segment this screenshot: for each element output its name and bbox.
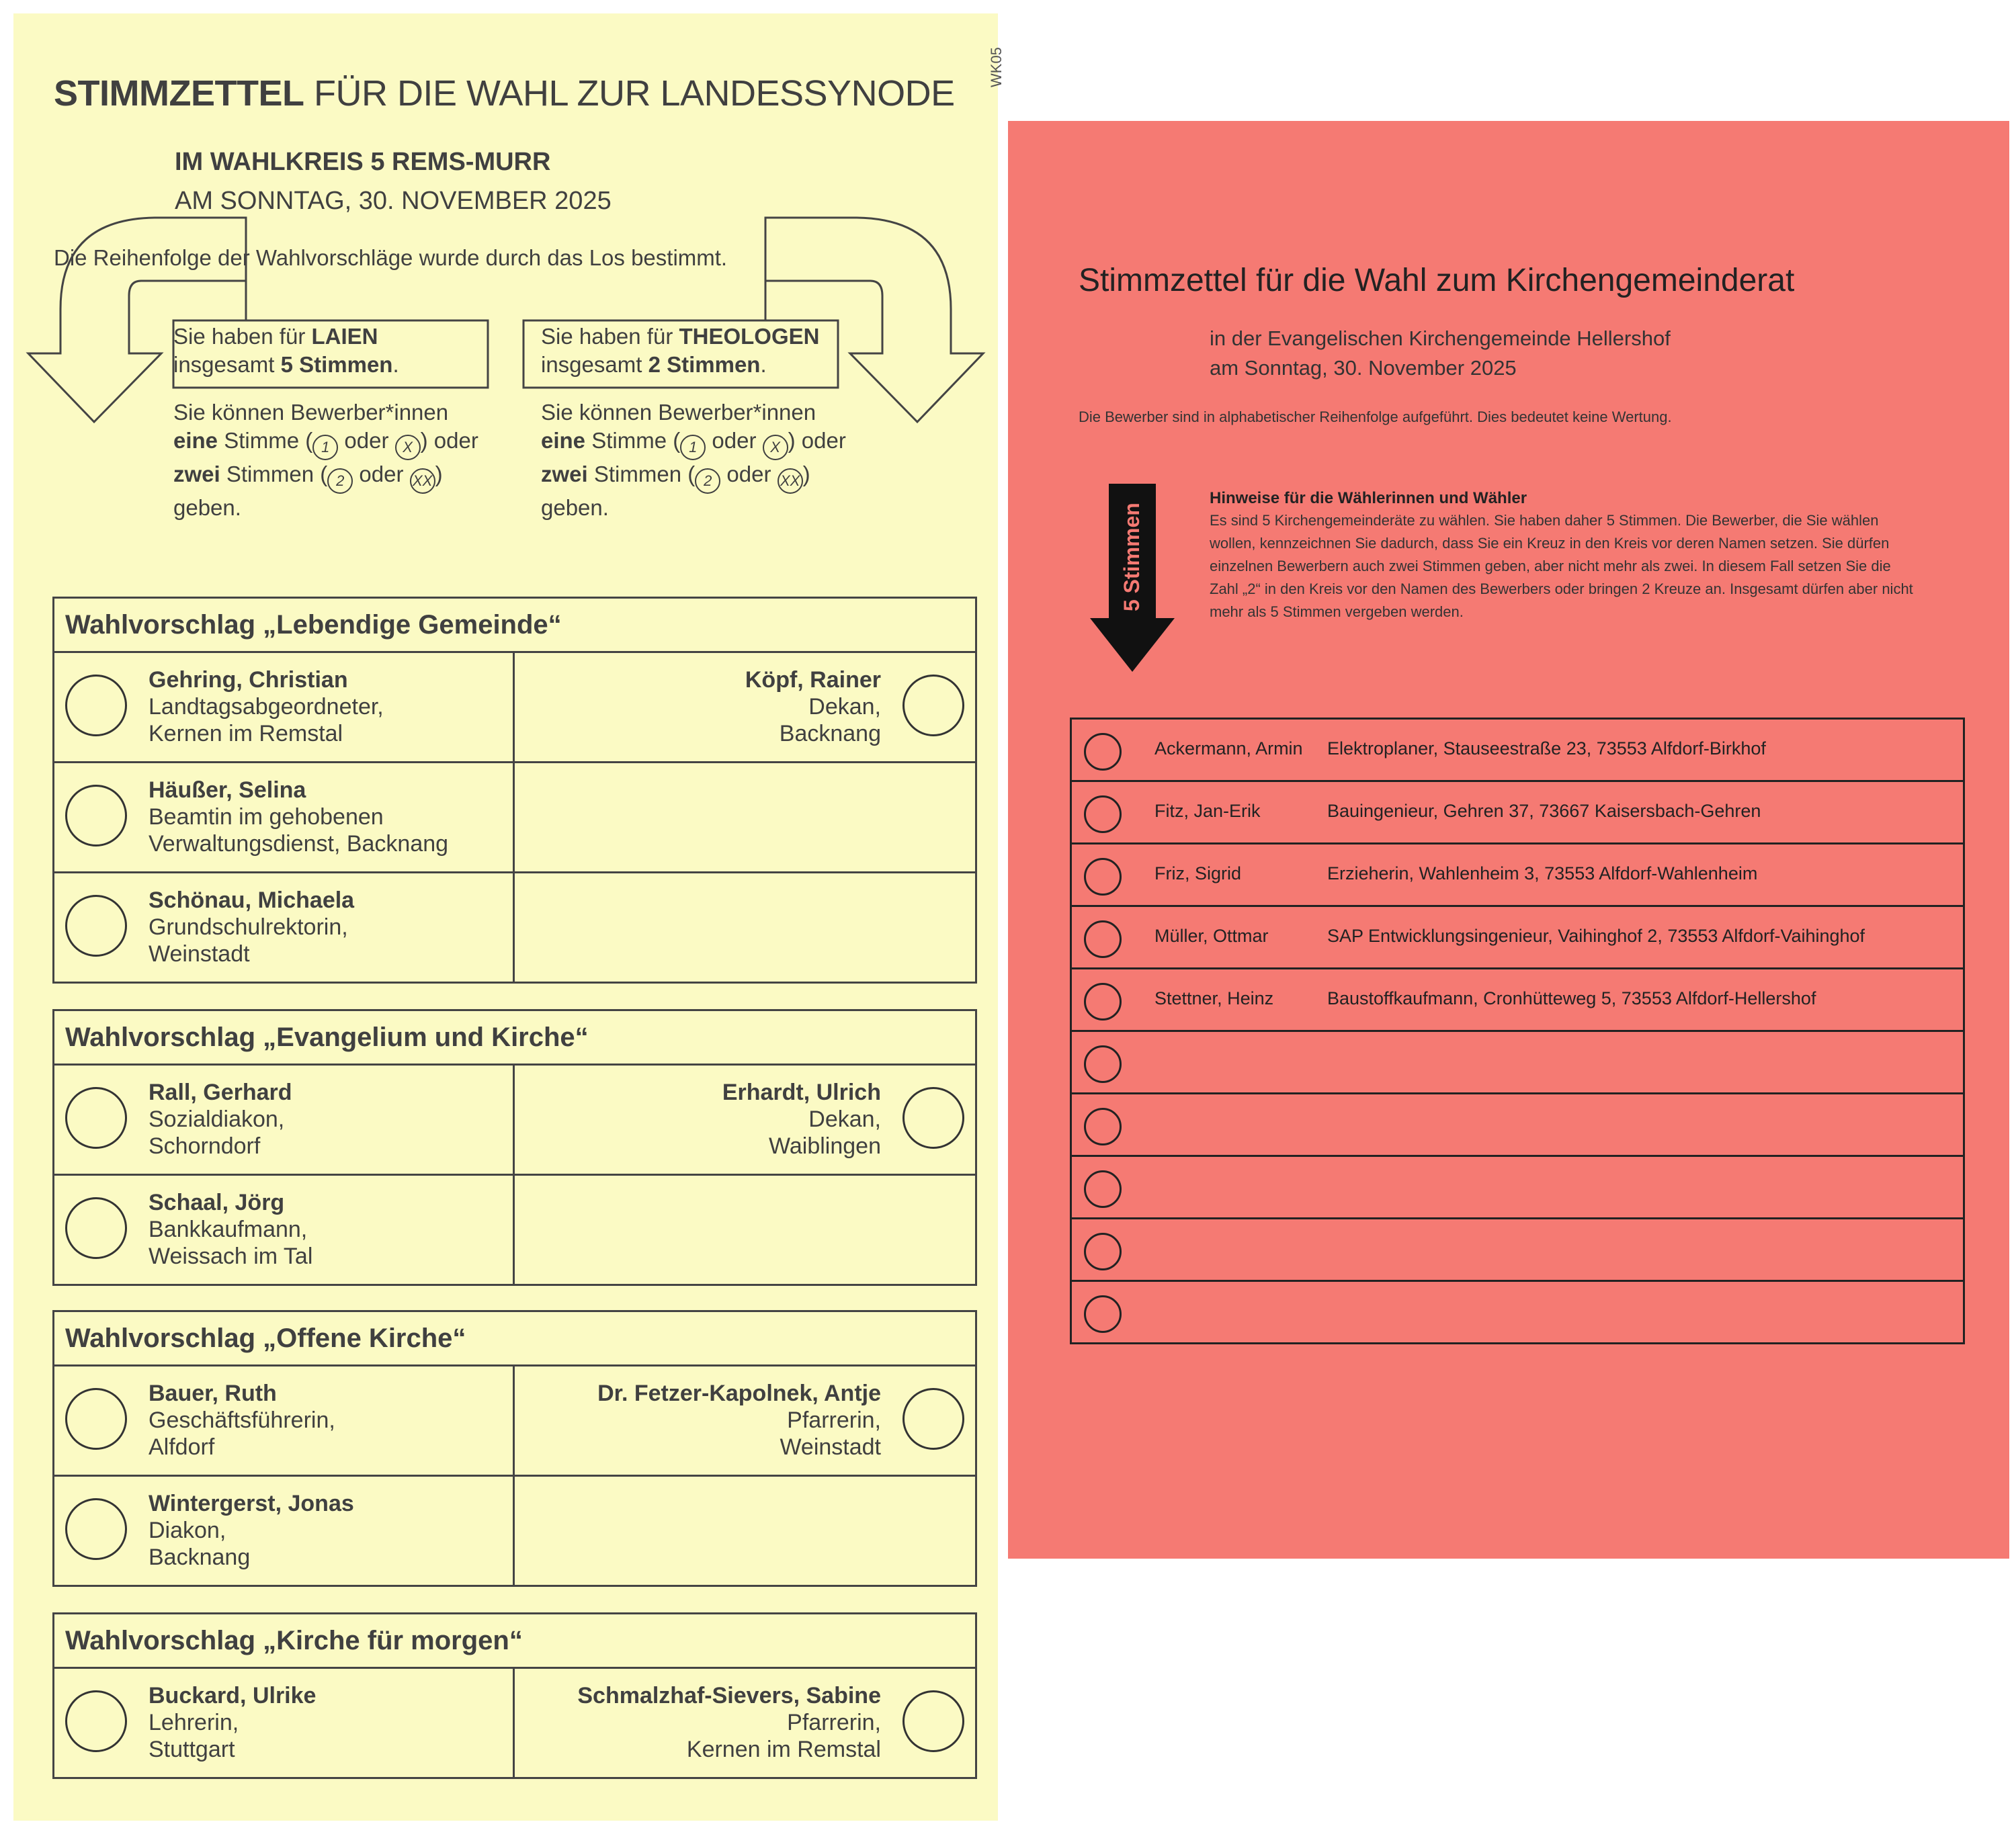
proposal-group xyxy=(52,1612,977,1779)
candidate-row xyxy=(54,1066,975,1176)
laien-candidate xyxy=(54,1066,515,1174)
candidate-name: Dr. Fetzer-Kapolnek, Antje xyxy=(597,1381,881,1406)
vote-circle[interactable] xyxy=(1084,1045,1122,1083)
candidate-description: Elektroplaner, Stauseestraße 23, 73553 Alfdorf-Birkhof xyxy=(1327,738,1766,758)
election-date: am Sonntag, 30. November 2025 xyxy=(1210,356,1517,380)
candidate-occupation: Pfarrerin, xyxy=(787,1710,881,1735)
vote-circle[interactable] xyxy=(65,785,127,847)
vote-circle[interactable] xyxy=(1084,1295,1122,1333)
table-row xyxy=(1072,782,1963,844)
theologen-candidate xyxy=(515,1477,975,1585)
candidate-info xyxy=(149,1189,312,1270)
candidate-name: Müller, Ottmar xyxy=(1154,926,1269,946)
candidate-name: Häußer, Selina xyxy=(149,777,306,803)
candidate-name: Ackermann, Armin xyxy=(1154,738,1303,758)
vote-circle[interactable] xyxy=(1084,795,1122,833)
theologen-candidate xyxy=(515,763,975,871)
laien-candidate xyxy=(54,653,515,761)
candidate-info xyxy=(149,777,448,857)
candidate-row xyxy=(54,1366,975,1477)
order-note: Die Bewerber sind in alphabetischer Reihenfolge aufgeführt. Dies bedeutet keine Wertung. xyxy=(1079,408,1672,425)
vote-circle[interactable] xyxy=(65,1388,127,1450)
table-row xyxy=(1072,1094,1963,1157)
mark-two-icon: 2 xyxy=(695,468,720,494)
candidate-table xyxy=(1070,718,1965,1344)
proposal-title: Wahlvorschlag „Offene Kirche“ xyxy=(54,1312,975,1366)
laien-candidate xyxy=(54,1176,515,1284)
candidate-description: Erzieherin, Wahlenheim 3, 73553 Alfdorf-Wahlenheim xyxy=(1327,863,1758,883)
theologen-info: Sie haben für THEOLOGEN insgesamt 2 Stimmen. xyxy=(541,324,820,377)
theologen-candidate xyxy=(515,873,975,982)
vote-circle[interactable] xyxy=(1084,983,1122,1021)
down-arrow-icon xyxy=(1089,484,1176,672)
candidate-info xyxy=(577,1682,881,1763)
candidate-info xyxy=(149,887,354,967)
candidate-location: Kernen im Remstal xyxy=(686,1737,881,1762)
candidate-row xyxy=(54,763,975,873)
vote-circle[interactable] xyxy=(1084,1170,1122,1208)
order-note: Die Reihenfolge der Wahlvorschläge wurde durch das Los bestimmt. xyxy=(54,245,728,270)
vote-circle[interactable] xyxy=(65,1197,127,1259)
proposal-title: Wahlvorschlag „Lebendige Gemeinde“ xyxy=(54,599,975,653)
candidate-location: Waiblingen xyxy=(769,1133,881,1159)
vote-circle[interactable] xyxy=(1084,1108,1122,1145)
kirchengemeinderat-ballot xyxy=(1008,121,2009,1559)
ballot-code: WK05 xyxy=(988,47,1005,87)
mark-one-icon: 1 xyxy=(680,435,706,460)
vote-circle[interactable] xyxy=(902,1690,964,1752)
candidate-info xyxy=(149,1079,292,1160)
landessynode-ballot xyxy=(13,13,1005,1821)
candidate-row xyxy=(54,1669,975,1777)
candidate-name: Rall, Gerhard xyxy=(149,1080,292,1105)
candidate-description: Baustoffkaufmann, Cronhütteweg 5, 73553 Alfdorf-Hellershof xyxy=(1327,988,1816,1008)
candidate-occupation: Landtagsabgeordneter, xyxy=(149,694,384,720)
table-row xyxy=(1072,1032,1963,1094)
vote-circle[interactable] xyxy=(65,1690,127,1752)
candidate-location: Backnang xyxy=(149,1545,251,1570)
candidate-info xyxy=(597,1380,881,1461)
laien-candidate xyxy=(54,1366,515,1475)
vote-circle[interactable] xyxy=(65,1087,127,1149)
table-row xyxy=(1072,1282,1963,1342)
candidate-location: Backnang xyxy=(779,721,881,746)
candidate-name: Stettner, Heinz xyxy=(1154,988,1274,1008)
candidate-occupation: Beamtin im gehobenen xyxy=(149,804,384,830)
candidate-description: Bauingenieur, Gehren 37, 73667 Kaisersbach-Gehren xyxy=(1327,801,1761,821)
laien-instructions: Sie können Bewerber*innen eine Stimme ( 1 oder X ) oder zwei Stimmen ( 2 oder XX ) geben. xyxy=(173,400,478,520)
candidate-row xyxy=(54,1477,975,1585)
theologen-candidate xyxy=(515,1176,975,1284)
candidate-location: Verwaltungsdienst, Backnang xyxy=(149,831,449,857)
proposal-title: Wahlvorschlag „Evangelium und Kirche“ xyxy=(54,1011,975,1066)
candidate-info xyxy=(149,1682,316,1763)
parish-label: in der Evangelischen Kirchengemeinde Hellershof xyxy=(1210,327,1671,350)
theologen-instructions: Sie können Bewerber*innen eine Stimme ( 1 oder X ) oder zwei Stimmen ( 2 oder XX ) geben. xyxy=(541,400,846,520)
candidate-name: Fitz, Jan-Erik xyxy=(1154,801,1261,821)
table-row xyxy=(1072,1157,1963,1219)
table-row xyxy=(1072,969,1963,1032)
candidate-name: Wintergerst, Jonas xyxy=(149,1491,354,1516)
candidate-occupation: Pfarrerin, xyxy=(787,1407,881,1433)
candidate-name: Köpf, Rainer xyxy=(745,667,881,693)
table-row xyxy=(1072,720,1963,782)
candidate-info xyxy=(149,1490,354,1571)
candidate-name: Schaal, Jörg xyxy=(149,1190,285,1215)
laien-candidate xyxy=(54,1477,515,1585)
table-row xyxy=(1072,1219,1963,1282)
vote-circle[interactable] xyxy=(902,1388,964,1450)
table-row xyxy=(1072,907,1963,969)
proposal-group xyxy=(52,1310,977,1587)
candidate-info xyxy=(149,666,384,747)
vote-circle[interactable] xyxy=(1084,733,1122,771)
candidate-occupation: Diakon, xyxy=(149,1518,226,1543)
mark-xx-icon: XX xyxy=(778,468,803,494)
candidate-occupation: Grundschulrektorin, xyxy=(149,914,348,940)
theologen-candidate xyxy=(515,1066,975,1174)
ballot-title: STIMMZETTEL FÜR DIE WAHL ZUR LANDESSYNODE xyxy=(54,73,955,114)
candidate-name: Erhardt, Ulrich xyxy=(722,1080,881,1105)
proposal-group xyxy=(52,1009,977,1286)
candidate-occupation: Lehrerin, xyxy=(149,1710,239,1735)
hint-text: Es sind 5 Kirchengemeinderäte zu wählen. Sie haben daher 5 Stimmen. Die Bewerber, die Sie wählen wollen, kennzeichnen Sie dadurch, dass Sie ein Kreuz in den Kreis vor deren Namen setzen. Sie dürfen einzelnen Bewerbern auch zwei Stimmen geben, aber nicht mehr als zwei. In diesem Fall setzen Sie die Zahl „2“ in den Kreis vor den Namen des Bewerbers oder bringen 2 Kreuze an. Insgesamt dürfen aber nicht mehr als 5 Stimmen vergeben werden. xyxy=(1210,512,1913,620)
laien-info: Sie haben für LAIEN insgesamt 5 Stimmen. xyxy=(173,324,399,377)
candidate-location: Kernen im Remstal xyxy=(149,721,343,746)
candidate-occupation: Sozialdiakon, xyxy=(149,1107,285,1132)
candidate-location: Schorndorf xyxy=(149,1133,261,1159)
candidate-description: SAP Entwicklungsingenieur, Vaihinghof 2, 73553 Alfdorf-Vaihinghof xyxy=(1327,926,1865,946)
candidate-row xyxy=(54,1176,975,1284)
vote-circle[interactable] xyxy=(902,1087,964,1149)
candidate-location: Alfdorf xyxy=(149,1434,215,1460)
mark-x-icon: X xyxy=(395,435,421,460)
proposal-group xyxy=(52,597,977,984)
candidate-occupation: Bankkaufmann, xyxy=(149,1217,308,1242)
ballot-title: Stimmzettel für die Wahl zum Kirchengemeinderat xyxy=(1079,263,1795,298)
candidate-info xyxy=(722,1079,881,1160)
table-row xyxy=(1072,844,1963,907)
candidate-occupation: Geschäftsführerin, xyxy=(149,1407,335,1433)
candidate-name: Bauer, Ruth xyxy=(149,1381,277,1406)
candidate-row xyxy=(54,653,975,763)
candidate-location: Weinstadt xyxy=(780,1434,881,1460)
candidate-location: Weissach im Tal xyxy=(149,1244,313,1269)
election-date: AM SONNTAG, 30. NOVEMBER 2025 xyxy=(175,187,612,215)
vote-circle[interactable] xyxy=(65,675,127,736)
laien-candidate xyxy=(54,763,515,871)
hint-heading: Hinweise für die Wählerinnen und Wähler xyxy=(1210,489,1527,507)
candidate-name: Schönau, Michaela xyxy=(149,887,355,913)
vote-circle[interactable] xyxy=(65,1498,127,1560)
candidate-name: Buckard, Ulrike xyxy=(149,1683,317,1708)
mark-xx-icon: XX xyxy=(410,468,435,494)
theologen-candidate xyxy=(515,653,975,761)
vote-circle[interactable] xyxy=(1084,858,1122,896)
candidate-row xyxy=(54,873,975,982)
vote-circle[interactable] xyxy=(65,895,127,957)
candidate-occupation: Dekan, xyxy=(808,694,881,720)
candidate-info xyxy=(745,666,881,747)
laien-candidate xyxy=(54,1669,515,1777)
district-label: IM WAHLKREIS 5 REMS-MURR xyxy=(175,148,551,176)
theologen-candidate xyxy=(515,1669,975,1777)
arrow-label: 5 Stimmen xyxy=(1120,503,1144,611)
candidate-name: Gehring, Christian xyxy=(149,667,348,693)
candidate-location: Stuttgart xyxy=(149,1737,235,1762)
candidate-info xyxy=(149,1380,335,1461)
candidate-occupation: Dekan, xyxy=(808,1107,881,1132)
candidate-name: Schmalzhaf-Sievers, Sabine xyxy=(577,1683,881,1708)
theologen-candidate xyxy=(515,1366,975,1475)
candidate-location: Weinstadt xyxy=(149,941,250,967)
candidate-name: Friz, Sigrid xyxy=(1154,863,1242,883)
mark-x-icon: X xyxy=(763,435,788,460)
direction-arrows xyxy=(13,13,998,551)
mark-one-icon: 1 xyxy=(312,435,338,460)
vote-circle[interactable] xyxy=(902,675,964,736)
vote-circle[interactable] xyxy=(1084,920,1122,958)
mark-two-icon: 2 xyxy=(327,468,353,494)
vote-circle[interactable] xyxy=(1084,1233,1122,1270)
proposal-title: Wahlvorschlag „Kirche für morgen“ xyxy=(54,1614,975,1669)
laien-candidate xyxy=(54,873,515,982)
